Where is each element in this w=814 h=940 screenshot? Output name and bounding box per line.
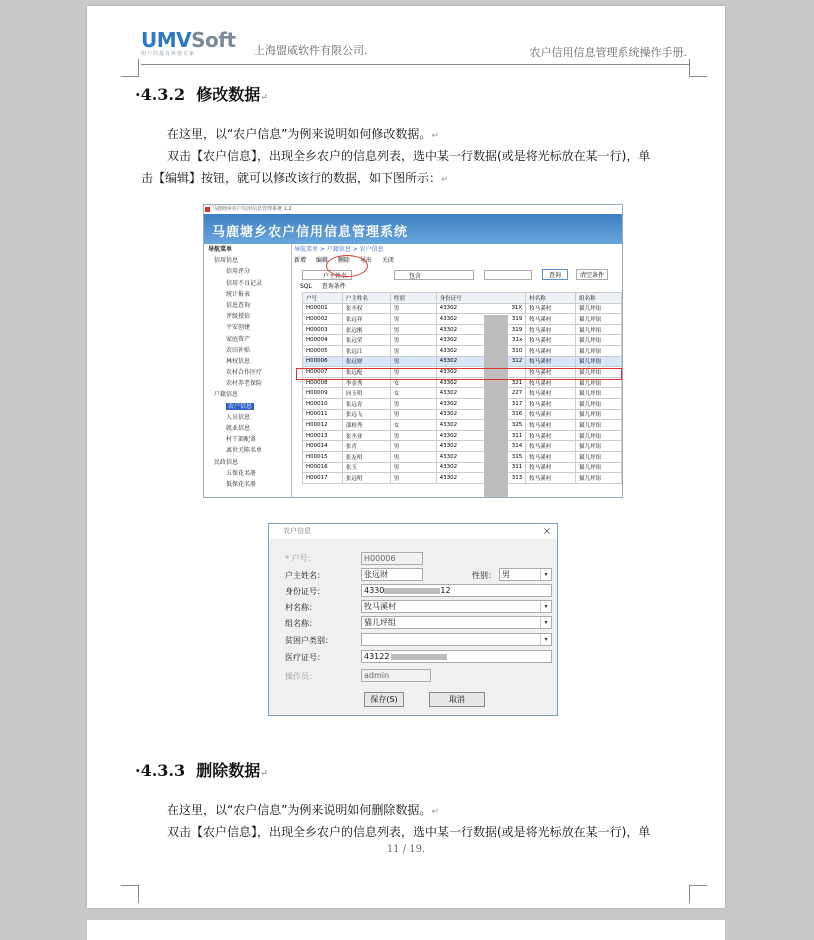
nav-item[interactable]: 五保花名册: [226, 469, 257, 477]
nav-header: 导航菜单: [208, 246, 233, 253]
close-icon[interactable]: ×: [542, 526, 551, 537]
paragraph: 双击【农户信息】，出现全乡农户的信息列表，选中某一行数据(或是将光标放在某一行)，单: [167, 149, 651, 163]
table-cell: 男: [390, 345, 436, 356]
section-heading: ·4.3.2 修改数据↵: [135, 85, 268, 104]
section-heading: ·4.3.3 删除数据↵: [135, 761, 268, 780]
crop-mark: [121, 885, 139, 903]
table-cell: 猫儿坪组: [576, 388, 622, 399]
manual-title: 农户信用信息管理系统操作手册.: [529, 46, 687, 59]
table-cell: 牧马溪村: [526, 335, 576, 346]
id-suffix: 317: [511, 400, 523, 407]
id-field[interactable]: 4330 12: [361, 584, 552, 597]
company-logo: UMVSoft 用户的最有价值专家: [141, 28, 236, 57]
table-cell: 牧马溪村: [526, 451, 576, 462]
head-name-label: 户主姓名：: [285, 571, 325, 580]
gender-select[interactable]: 男 ▾: [499, 568, 552, 581]
id-cell: [436, 473, 526, 484]
add-button[interactable]: 新增: [294, 257, 307, 264]
company-name: 上海盟威软件有限公司.: [254, 44, 368, 57]
id-cell: [436, 409, 526, 420]
chevron-down-icon[interactable]: ▾: [540, 617, 551, 628]
table-cell: 猫儿坪组: [576, 409, 622, 420]
id-label: 身份证号：: [285, 587, 325, 596]
village-label: 村名称：: [285, 603, 317, 612]
id-suffix: 31X: [511, 305, 523, 312]
id-prefix: 43302: [439, 390, 458, 397]
table-cell: 男: [390, 473, 436, 484]
nav-item[interactable]: 信用评分: [226, 268, 251, 276]
id-cell: [436, 388, 526, 399]
id-prefix: 43302: [439, 368, 458, 375]
nav-item[interactable]: 就业信息: [226, 425, 251, 432]
id-prefix: 43302: [439, 337, 458, 344]
table-cell: 猫儿坪组: [576, 398, 622, 409]
table-cell: 男: [390, 314, 436, 325]
table-cell: 牧马溪村: [526, 388, 576, 399]
table-cell: 猫儿坪组: [576, 367, 622, 378]
id-cell: [436, 324, 526, 335]
table-row[interactable]: [303, 303, 622, 314]
id-cell: [436, 345, 526, 356]
table-cell: 猫儿坪组: [576, 324, 622, 335]
table-cell: 猫儿坪组: [576, 420, 622, 431]
id-prefix: 43302: [439, 474, 458, 481]
data-grid: [302, 292, 622, 484]
id-suffix: 321: [511, 379, 523, 386]
table-cell: 男: [390, 409, 436, 420]
nav-item[interactable]: 低保花名册: [226, 480, 257, 488]
delete-button[interactable]: 删除: [337, 257, 350, 264]
table-cell: H00007: [303, 367, 343, 378]
id-cell: [436, 335, 526, 346]
table-cell: 牧马溪村: [526, 420, 576, 431]
paragraph: 在这里，以“农户信息”为例来说明如何修改数据。↵: [167, 127, 439, 141]
table-cell: 邵检秀: [342, 420, 390, 431]
operator-label: 操作员：: [285, 672, 317, 681]
nav-item[interactable]: 家庭资产: [226, 335, 251, 343]
filter-value-input[interactable]: [484, 270, 532, 280]
table-cell: 男: [390, 324, 436, 335]
tabs: [294, 282, 622, 292]
column-header[interactable]: 组名称: [576, 293, 622, 304]
id-suffix: 311: [511, 464, 523, 471]
table-cell: 牧马溪村: [526, 324, 576, 335]
table-cell: 男: [390, 462, 436, 473]
table-cell: 男: [390, 335, 436, 346]
column-header[interactable]: 身份证号: [436, 293, 526, 304]
tab-query-conditions[interactable]: 查询条件: [321, 283, 346, 290]
table-cell: 牧马溪村: [526, 441, 576, 452]
table-cell: 张青: [342, 441, 390, 452]
clear-filter-button[interactable]: 清空条件: [576, 269, 608, 280]
table-cell: 张远刚: [342, 324, 390, 335]
page-number: 11 / 19.: [386, 844, 426, 855]
nav-item[interactable]: 村干部配备: [226, 436, 257, 444]
edit-dialog: [268, 523, 558, 716]
nav-tree: [204, 244, 292, 497]
table-cell: 猫儿坪组: [576, 345, 622, 356]
table-cell: H00012: [303, 420, 343, 431]
table-row[interactable]: [303, 430, 622, 441]
table-row[interactable]: [303, 473, 622, 484]
table-cell: H00006: [303, 356, 343, 367]
id-prefix: 43302: [439, 358, 458, 365]
id-cell: [436, 356, 526, 367]
table-row[interactable]: [303, 324, 622, 335]
id-cell: [436, 451, 526, 462]
id-prefix: 43302: [439, 379, 458, 386]
nav-item[interactable]: 人员信息: [226, 413, 251, 421]
table-row[interactable]: [303, 388, 622, 399]
id-suffix: 310: [511, 347, 523, 354]
table-cell: 张玉: [342, 462, 390, 473]
cancel-button[interactable]: 取消: [429, 692, 485, 707]
window-title: 马鹿塘乡农户信用信息管理系统 1.2: [204, 205, 622, 214]
table-row[interactable]: [303, 356, 622, 367]
filter-op-select[interactable]: 包含: [394, 270, 474, 280]
table-cell: H00011: [303, 409, 343, 420]
table-cell: 牧马溪村: [526, 345, 576, 356]
id-suffix: 315: [511, 453, 523, 460]
nav-item[interactable]: 户籍信息: [214, 391, 239, 399]
table-cell: 牧马溪村: [526, 367, 576, 378]
gender-label: 性别：: [472, 571, 496, 580]
table-cell: 女: [390, 420, 436, 431]
poverty-label: 贫困户类别：: [285, 636, 333, 645]
document-page: [87, 6, 725, 908]
nav-item[interactable]: 离世关陈名单: [226, 447, 263, 455]
table-cell: 张丕业: [342, 430, 390, 441]
operator-field: admin: [361, 669, 431, 682]
paragraph: 在这里，以“农户信息”为例来说明如何删除数据。↵: [167, 803, 439, 817]
id-suffix: 325: [511, 421, 523, 428]
nav-item[interactable]: 统计报表: [226, 290, 251, 298]
group-label: 组名称：: [285, 619, 317, 628]
table-cell: 张远飞: [342, 409, 390, 420]
id-prefix: 43302: [439, 326, 458, 333]
table-cell: H00008: [303, 377, 343, 388]
table-cell: 男: [390, 430, 436, 441]
table-cell: 男: [390, 398, 436, 409]
table-cell: 猫儿坪组: [576, 303, 622, 314]
id-suffix: 314: [511, 443, 523, 450]
table-cell: 猫儿坪组: [576, 335, 622, 346]
table-cell: 牧马溪村: [526, 462, 576, 473]
nav-item[interactable]: 农村合作医疗: [226, 369, 263, 377]
id-cell: [436, 462, 526, 473]
id-prefix: 43302: [439, 411, 458, 418]
column-header[interactable]: 性别: [390, 293, 436, 304]
id-prefix: 43302: [439, 421, 458, 428]
table-cell: 牧马溪村: [526, 303, 576, 314]
nav-item[interactable]: 林权信息: [226, 357, 251, 365]
column-header[interactable]: 户主姓名: [342, 293, 390, 304]
table-cell: H00005: [303, 345, 343, 356]
app-banner: 马鹿塘乡农户信用信息管理系统: [204, 214, 622, 244]
table-row[interactable]: [303, 451, 622, 462]
table-row[interactable]: [303, 420, 622, 431]
head-name-field[interactable]: 张远财: [361, 568, 423, 581]
id-suffix: 311: [511, 432, 523, 439]
id-prefix: 43302: [439, 347, 458, 354]
nav-item-selected[interactable]: 农户信息: [228, 402, 253, 410]
paragraph: 双击【农户信息】，出现全乡农户的信息列表，选中某一行数据(或是将光标放在某一行)，单: [167, 825, 651, 839]
medical-field[interactable]: 43122: [361, 650, 552, 663]
filter-field-select[interactable]: 户主姓名: [302, 270, 352, 280]
id-cell: [436, 303, 526, 314]
nav-item[interactable]: 农村养老保险: [226, 380, 263, 388]
table-cell: 猫儿坪组: [576, 462, 622, 473]
table-cell: 张远青: [342, 398, 390, 409]
save-button[interactable]: 保存(S): [364, 692, 404, 707]
nav-item[interactable]: 信用信息: [214, 257, 239, 265]
id-prefix: 43302: [439, 464, 458, 471]
household-no-label: * 户号：: [285, 554, 316, 563]
header-rule: [141, 64, 689, 65]
edit-button[interactable]: 编辑: [315, 257, 328, 264]
query-button[interactable]: 查询: [542, 269, 568, 280]
table-cell: H00001: [303, 303, 343, 314]
table-row[interactable]: [303, 409, 622, 420]
table-cell: 猫儿坪组: [576, 430, 622, 441]
id-suffix: 31x: [511, 337, 523, 344]
chevron-down-icon[interactable]: ▾: [540, 569, 551, 580]
id-cell: [436, 314, 526, 325]
table-cell: 女: [390, 388, 436, 399]
medical-label: 医疗证号：: [285, 653, 325, 662]
table-cell: H00017: [303, 473, 343, 484]
table-cell: 牧马溪村: [526, 430, 576, 441]
nav-item[interactable]: 信息查询: [226, 301, 251, 309]
selected-row-highlight: [296, 368, 622, 380]
id-prefix: 43302: [439, 315, 458, 322]
id-suffix: 312: [511, 358, 523, 365]
poverty-select[interactable]: [361, 633, 552, 646]
table-cell: 向玉明: [342, 388, 390, 399]
table-cell: 张丕权: [342, 303, 390, 314]
chevron-down-icon[interactable]: ▾: [540, 601, 551, 612]
table-cell: H00013: [303, 430, 343, 441]
table-cell: 男: [390, 303, 436, 314]
village-select[interactable]: 牧马溪村 ▾: [361, 600, 552, 613]
export-button[interactable]: 导出: [359, 257, 372, 264]
id-prefix: 43302: [439, 443, 458, 450]
id-redaction: [484, 315, 508, 498]
table-cell: 女: [390, 377, 436, 388]
id-cell: [436, 430, 526, 441]
nav-item[interactable]: 评级授信: [226, 313, 251, 321]
table-cell: 张远荣: [342, 335, 390, 346]
table-row[interactable]: [303, 441, 622, 452]
table-cell: 猫儿坪组: [576, 441, 622, 452]
id-prefix: 43302: [439, 432, 458, 439]
table-cell: 猫儿坪组: [576, 377, 622, 388]
nav-item[interactable]: 信用不良记录: [226, 279, 263, 287]
table-cell: 男: [390, 356, 436, 367]
table-cell: 张远明: [342, 473, 390, 484]
table-cell: 猫儿坪组: [576, 473, 622, 484]
id-cell: [436, 420, 526, 431]
id-suffix: 319: [511, 315, 523, 322]
table-cell: 猫儿坪组: [576, 451, 622, 462]
close-button[interactable]: 关闭: [381, 257, 394, 264]
id-suffix: 313: [511, 474, 523, 481]
table-cell: H00004: [303, 335, 343, 346]
id-cell: [436, 398, 526, 409]
table-cell: H00002: [303, 314, 343, 325]
id-suffix: 319: [511, 326, 523, 333]
table-row[interactable]: [303, 462, 622, 473]
edit-button-highlight: [326, 255, 368, 277]
table-cell: 男: [390, 441, 436, 452]
nav-item[interactable]: 农田补贴: [226, 346, 251, 354]
table-cell: 牧马溪村: [526, 356, 576, 367]
tab-sql[interactable]: SQL: [300, 283, 312, 290]
crop-mark: [121, 59, 139, 77]
table-cell: 张远配: [342, 367, 390, 378]
table-cell: H00014: [303, 441, 343, 452]
next-page: [87, 920, 725, 940]
chevron-down-icon[interactable]: ▾: [540, 634, 551, 645]
table-cell: H00003: [303, 324, 343, 335]
table-row[interactable]: [303, 335, 622, 346]
paragraph: 击【编辑】按钮，就可以修改该行的数据，如下图所示：↵: [141, 171, 449, 185]
table-cell: 男: [390, 451, 436, 462]
table-row[interactable]: [303, 345, 622, 356]
household-no-field: H00006: [361, 552, 423, 565]
table-cell: 张友明: [342, 451, 390, 462]
id-prefix: 43302: [439, 453, 458, 460]
table-cell: H00009: [303, 388, 343, 399]
table-cell: 张远财: [342, 356, 390, 367]
table-cell: 牧马溪村: [526, 377, 576, 388]
table-cell: H00015: [303, 451, 343, 462]
breadcrumb: 导航菜单 > 户籍信息 > 农户信息: [294, 246, 384, 253]
screenshot-main-window: [203, 204, 623, 498]
crop-mark: [689, 885, 707, 903]
table-cell: 牧马溪村: [526, 473, 576, 484]
table-cell: 张远祥: [342, 314, 390, 325]
table-cell: H00010: [303, 398, 343, 409]
table-row[interactable]: [303, 314, 622, 325]
table-cell: 猫儿坪组: [576, 314, 622, 325]
nav-item[interactable]: 民政信息: [214, 458, 239, 466]
table-row[interactable]: [303, 398, 622, 409]
id-suffix: 227: [511, 390, 523, 397]
id-suffix: 316: [511, 411, 523, 418]
crop-mark: [689, 59, 707, 77]
table-cell: 牧马溪村: [526, 398, 576, 409]
id-prefix: 43302: [439, 305, 458, 312]
nav-item[interactable]: 平安创建: [226, 324, 251, 332]
table-cell: 牧马溪村: [526, 409, 576, 420]
table-cell: 李金秀: [342, 377, 390, 388]
table-cell: H00016: [303, 462, 343, 473]
table-cell: 牧马溪村: [526, 314, 576, 325]
group-select[interactable]: 猫儿坪组 ▾: [361, 616, 552, 629]
table-cell: 男: [390, 367, 436, 378]
id-prefix: 43302: [439, 400, 458, 407]
column-header[interactable]: 户号: [303, 293, 343, 304]
column-header[interactable]: 村名称: [526, 293, 576, 304]
dialog-title: 农户信息 ×: [269, 524, 557, 539]
table-cell: 猫儿坪组: [576, 356, 622, 367]
table-cell: 张远江: [342, 345, 390, 356]
id-cell: [436, 441, 526, 452]
